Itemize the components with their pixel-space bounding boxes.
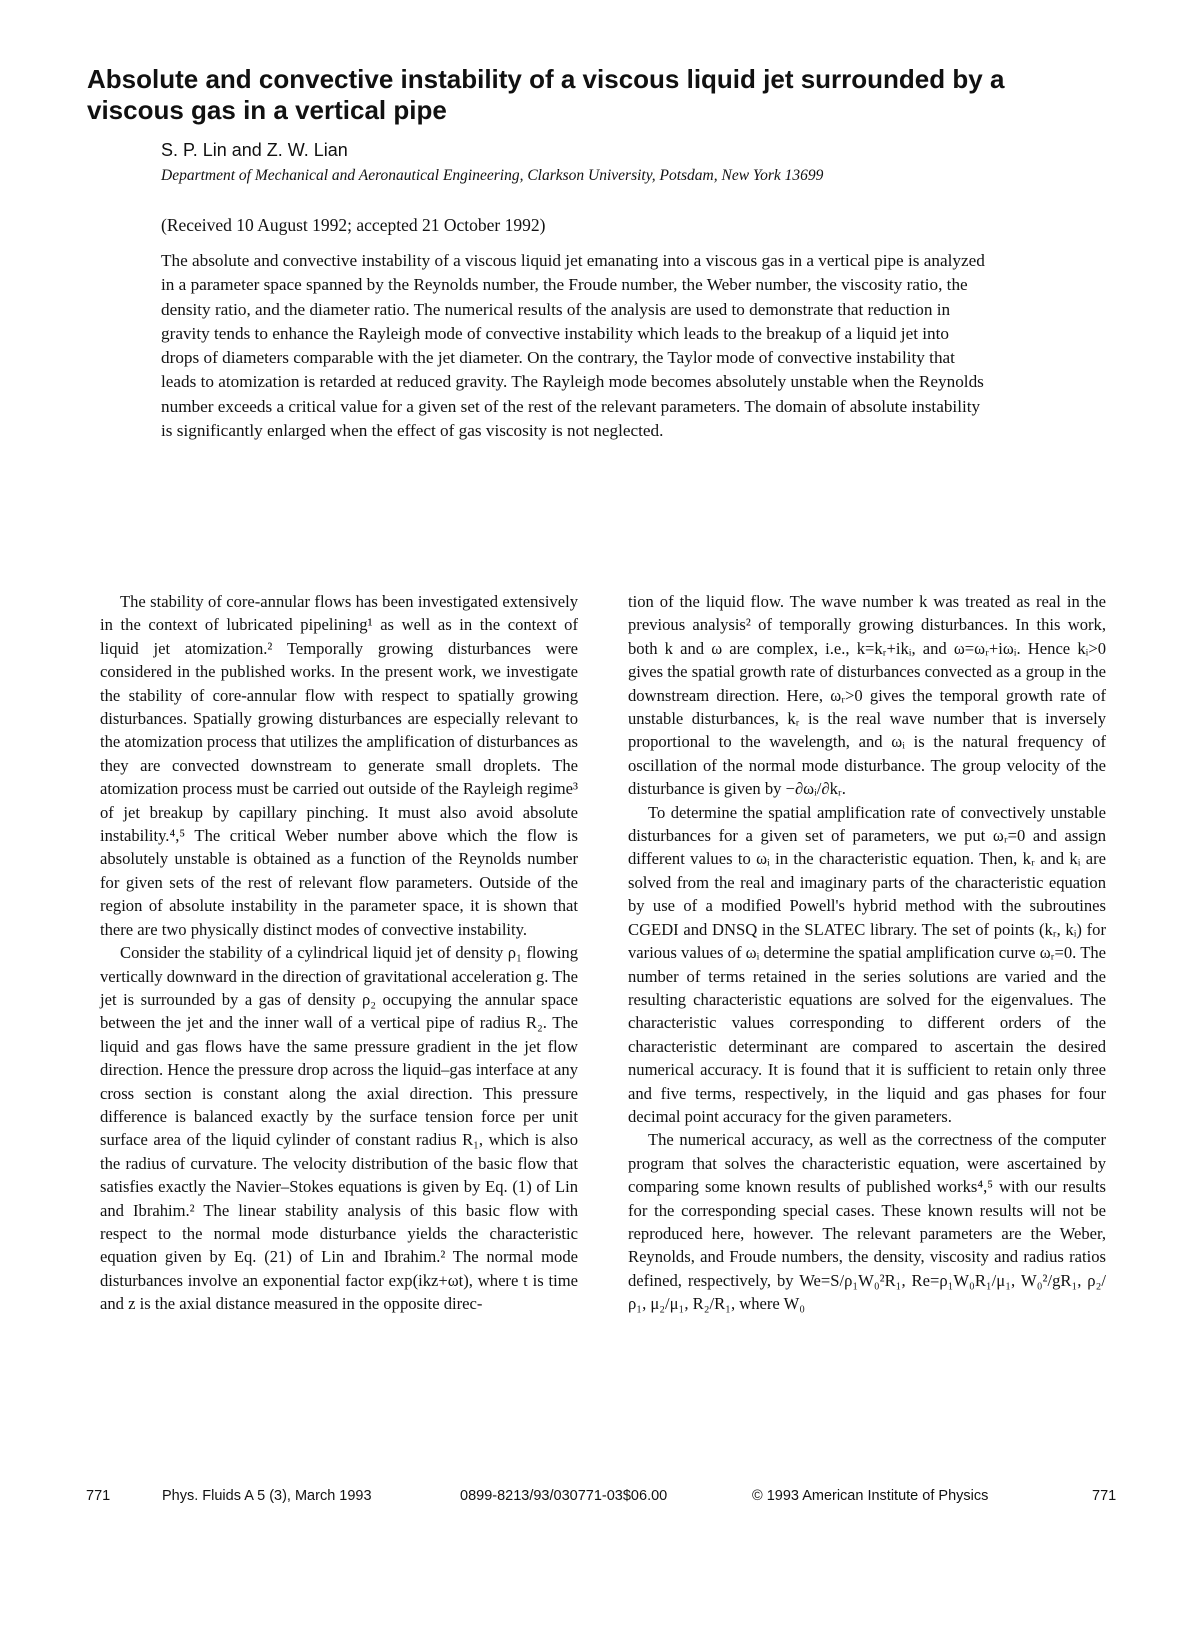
body-column-right	[628, 590, 1106, 1316]
body-column-left	[100, 590, 578, 1316]
received-dates: (Received 10 August 1992; accepted 21 October 1992)	[161, 215, 546, 235]
body-paragraph: Consider the stability of a cylindrical liquid jet of density ρ₁ flowing vertically downward in the direction of gravitational acceleration g. The jet is surrounded by a gas of density ρ₂ occupying the annular space between the jet and the inner wall of a vertical pipe of radius R₂. The liquid and gas flows have the same pressure gradient in the jet flow direction. Hence the pressure drop across the liquid–gas interface at any cross section is constant along the axial direction. This pressure difference is balanced exactly by the surface tension force per unit surface area of the liquid cylinder of constant radius R₁, which is also the radius of curvature. The velocity distribution of the basic flow that satisfies exactly the Navier–Stokes equations is given by Eq. (1) of Lin and Ibrahim.² The linear stability analysis of this basic flow with respect to the normal mode disturbance yields the characteristic equation given by Eq. (21) of Lin and Ibrahim.² The normal mode disturbances involve an exponential factor exp(ikz+ωt), where t is time and z is the axial distance measured in the opposite direc-	[100, 943, 578, 1314]
body-paragraph: The stability of core-annular flows has been investigated extensively in the context of lubricated pipelining¹ as well as in the context of liquid jet atomization.² Temporally growing disturbances were considered in the published works. In the present work, we investigate the stability of core-annular flow with respect to spatially growing disturbances. Spatially growing disturbances are especially relevant to the atomization process that utilizes the amplification of disturbances as they are convected downstream to generate small droplets. The atomization process must be carried out outside of the Rayleigh regime³ of jet breakup by capillary pinching. It must also avoid absolute instability.⁴,⁵ The critical Weber number above which the flow is absolutely unstable is obtained as a function of the Reynolds number for given sets of the rest of relevant flow parameters. Outside of the region of absolute instability in the parameter space, it is shown that there are two physically distinct modes of convective instability.	[100, 592, 578, 939]
page-footer	[0, 1488, 1200, 1512]
article-code: 0899-8213/93/030771-03$06.00	[460, 1488, 668, 1504]
copyright-notice: © 1993 American Institute of Physics	[752, 1488, 989, 1504]
body-paragraph: The numerical accuracy, as well as the correctness of the computer program that solves the characteristic equation, were ascertained by comparing some known results of published works⁴,⁵ with our results for the corresponding special cases. These known results will not be reproduced here, however. The relevant parameters are the Weber, Reynolds, and Froude numbers, the density, viscosity and radius ratios defined, respectively, by We=S/ρ₁W₀²R₁, Re=ρ₁W₀R₁/μ₁, W₀²/gR₁, ρ₂/ρ₁, μ₂/μ₁, R₂/R₁, where W₀	[628, 1130, 1106, 1314]
affiliation: Department of Mechanical and Aeronautical Engineering, Clarkson University, Potsdam, New York 13699	[161, 167, 824, 184]
page-number-left: 771	[86, 1488, 111, 1504]
body-paragraph: To determine the spatial amplification rate of convectively unstable disturbances for a given set of parameters, we put ωᵣ=0 and assign different values to ωᵢ in the characteristic equation. Then, kᵣ and kᵢ are solved from the real and imaginary parts of the characteristic equation by use of a modified Powell's hybrid method with the subroutines CGEDI and DNSQ in the SLATEC library. The set of points (kᵣ, kᵢ) for various values of ωᵢ determine the spatial amplification curve ωᵣ=0. The number of terms retained in the series solutions are varied and the resulting characteristic equations are solved for the eigenvalues. The characteristic values corresponding to different orders of the characteristic determinant are compared to ascertain the desired numerical accuracy. It is found that it is sufficient to retain only three and five terms, respectively, in the liquid and gas phases for four decimal point accuracy for the given parameters.	[628, 802, 1106, 1126]
journal-citation: Phys. Fluids A 5 (3), March 1993	[162, 1488, 372, 1504]
paper-title: Absolute and convective instability of a viscous liquid jet surrounded by a viscous gas in a vertical pipe	[87, 64, 1005, 125]
abstract: The absolute and convective instability of a viscous liquid jet emanating into a viscous gas in a vertical pipe is analyzed in a parameter space spanned by the Reynolds number, the Froude number, the Weber number, the viscosity ratio, the density ratio, and the diameter ratio. The numerical results of the analysis are used to demonstrate that reduction in gravity tends to enhance the Rayleigh mode of convective instability which leads to the breakup of a liquid jet into drops of diameters comparable with the jet diameter. On the contrary, the Taylor mode of convective instability that leads to atomization is retarded at reduced gravity. The Rayleigh mode becomes absolutely unstable when the Reynolds number exceeds a critical value for a given set of the rest of the relevant parameters. The domain of absolute instability is significantly enlarged when the effect of gas viscosity is not neglected.	[161, 251, 985, 441]
body-paragraph: tion of the liquid flow. The wave number k was treated as real in the previous analysis² of temporally growing disturbances. In this work, both k and ω are complex, i.e., k=kᵣ+ikᵢ, and ω=ωᵣ+iωᵢ. Hence kᵢ>0 gives the spatial growth rate of disturbances convected as a group in the downstream direction. Here, ωᵣ>0 gives the temporal growth rate of unstable disturbances, kᵣ is the real wave number that is inversely proportional to the wavelength, and ωᵢ is the natural frequency of oscillation of the normal mode disturbance. The group velocity of the disturbance is given by −∂ωᵢ/∂kᵣ.	[628, 592, 1106, 799]
author-list: S. P. Lin and Z. W. Lian	[161, 140, 348, 160]
page-number-right: 771	[1092, 1488, 1117, 1504]
